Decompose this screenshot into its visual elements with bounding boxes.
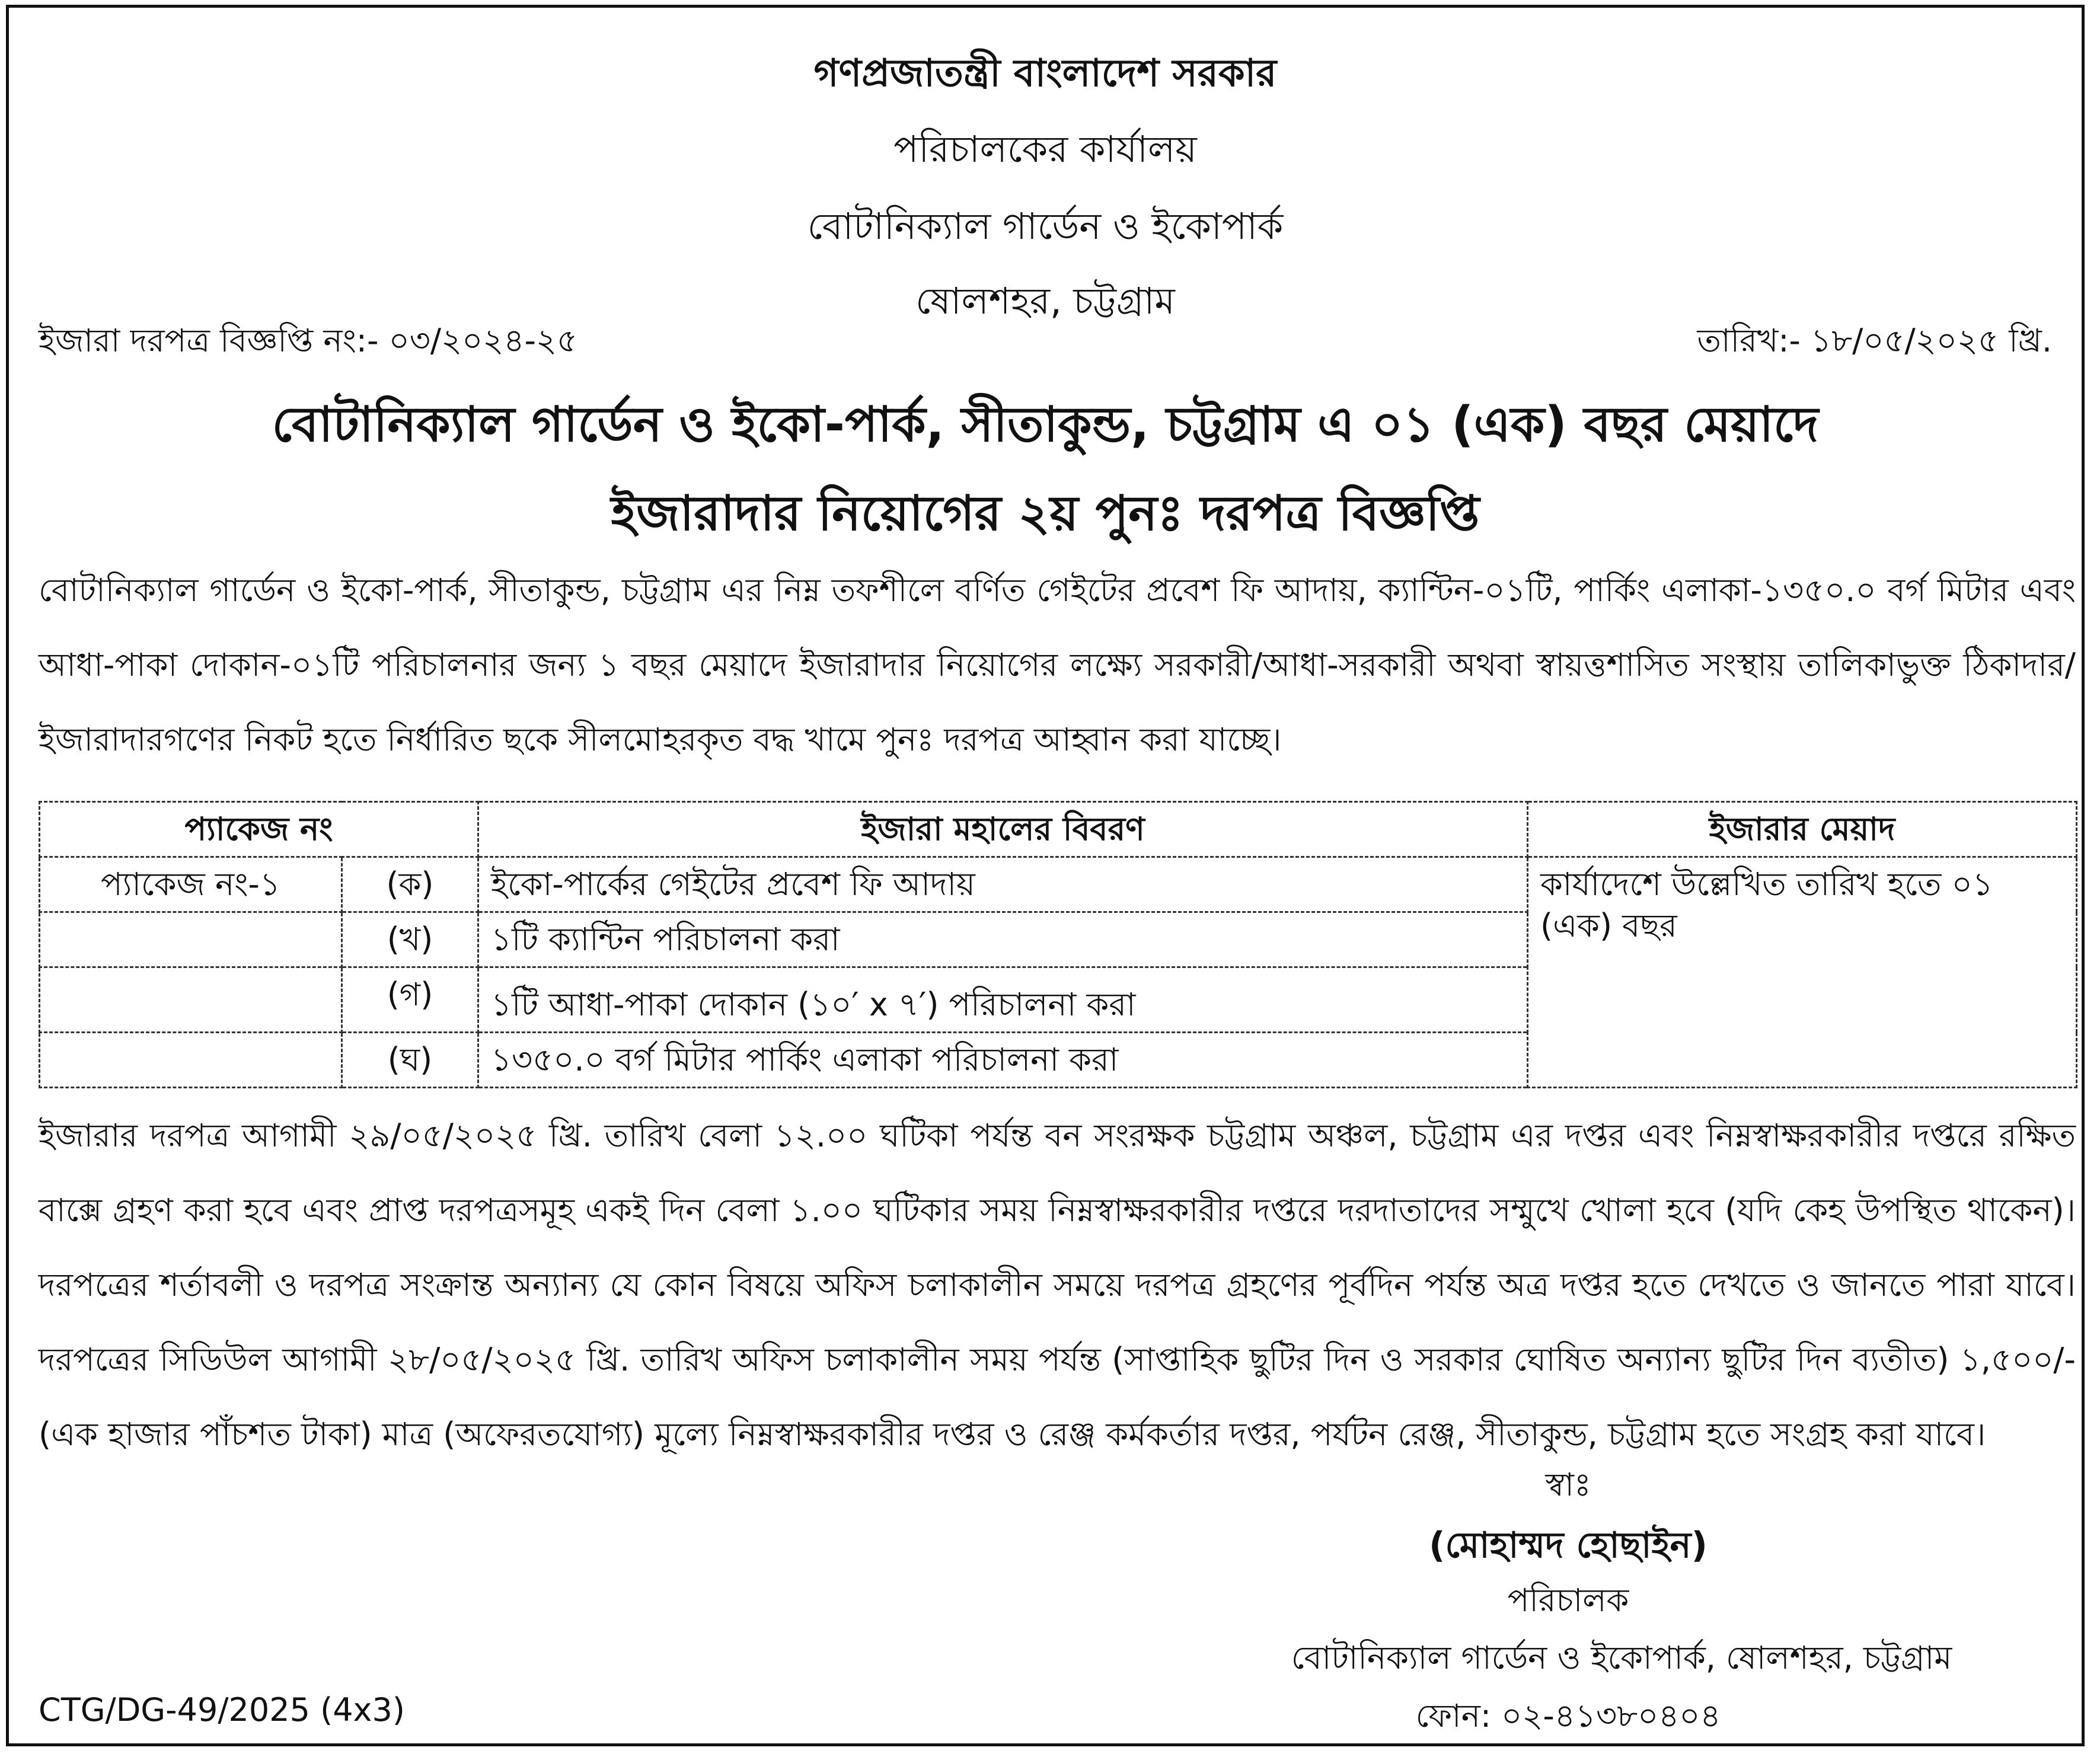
advertisement-code: CTG/DG-49/2025 (4x3) [39,1691,405,1729]
notice-title-line-2: ইজারাদার নিয়োগের ২য় পুনঃ দরপত্র বিজ্ঞপ্তি [611,485,1480,542]
government-heading: গণপ্রজাতন্ত্রী বাংলাদেশ সরকার [813,52,1277,95]
notice-title-line-1: বোটানিক্যাল গার্ডেন ও ইকো-পার্ক, সীতাকুন্ড, চট্টগ্রাম এ ০১ (এক) বছর মেয়াদে [272,397,1819,453]
package-number-empty [40,1033,342,1088]
header-description: ইজারা মহালের বিবরণ [478,802,1528,857]
table-row [40,857,2077,912]
item-code: (ক) [342,857,478,912]
item-description: ইকো-পার্কের গেইটের প্রবেশ ফি আদায় [478,857,1528,912]
item-code: (ঘ) [342,1033,478,1088]
tender-notice [6,5,2085,1746]
memo-number: ইজারা দরপত্র বিজ্ঞপ্তি নং:- ০৩/২০২৪-২৫ [39,322,578,359]
lease-duration: কার্যাদেশে উল্লেখিত তারিখ হতে ০১ (এক) বছর [1528,857,2077,1088]
header-package: প্যাকেজ নং [40,802,478,857]
package-number: প্যাকেজ নং-১ [40,857,342,912]
package-number-empty [40,967,342,1033]
reference-row [39,316,2052,363]
office-heading: পরিচালকের কার্যালয় [893,127,1197,171]
item-code: (গ) [342,967,478,1033]
item-description: ১টি আধা-পাকা দোকান (১০′ x ৭′) পরিচালনা করা [478,967,1528,1033]
item-description: ১টি ক্যান্টিন পরিচালনা করা [478,912,1528,967]
details-paragraph: ইজারার দরপত্র আগামী ২৯/০৫/২০২৫ খ্রি. তারিখ বেলা ১২.০০ ঘটিকা পর্যন্ত বন সংরক্ষক চট্টগ্রাম অঞ্চল, চট্টগ্রাম এর দপ্তর এবং নিম্নস্বাক্ষরকারীর দপ্তরে রক্ষিত বাক্সে গ্রহণ করা হবে এবং প্রাপ্ত দরপত্রসমূহ একই দিন বেলা ১.০০ ঘটিকার সময় নিম্নস্বাক্ষরকারীর দপ্তরে দরদাতাদের সম্মুখে খোলা হবে (যদি কেহ উপস্থিত থাকেন)। দরপত্রের শর্তাবলী ও দরপত্র সংক্রান্ত অন্যান্য যে কোন বিষয়ে অফিস চলাকালীন সময়ে দরপত্র গ্রহণের পূর্বদিন পর্যন্ত অত্র দপ্তর হতে দেখতে ও জানতে পারা যাবে। দরপত্রের সিডিউল আগামী ২৮/০৫/২০২৫ খ্রি. তারিখ অফিস চলাকালীন সময় পর্যন্ত (সাপ্তাহিক ছুটির দিন ও সরকার ঘোষিত অন্যান্য ছুটির দিন ব্যতীত) ১,৫০০/- (এক হাজার পাঁচশত টাকা) মাত্র (অফেরতযোগ্য) মূল্যে নিম্নস্বাক্ষরকারীর দপ্তর ও রেঞ্জ কর্মকর্তার দপ্তর, পর্যটন রেঞ্জ, সীতাকুন্ড, চট্টগ্রাম হতে সংগ্রহ করা যাবে। [39,1117,2076,1453]
package-number-empty [40,912,342,967]
signatory-designation: পরিচালক [1507,1582,1629,1619]
signatory-name: (মোহাম্মদ হোছাইন) [1429,1525,1708,1566]
item-description: ১৩৫০.০ বর্গ মিটার পার্কিং এলাকা পরিচালনা করা [478,1033,1528,1088]
header-duration: ইজারার মেয়াদ [1528,802,2077,857]
notice-date: তারিখ:- ১৮/০৫/২০২৫ খ্রি. [1697,322,2052,359]
garden-heading: বোটানিক্যাল গার্ডেন ও ইকোপার্ক [807,205,1284,248]
signatory-office: বোটানিক্যাল গার্ডেন ও ইকোপার্ক, ষোলশহর, চট্টগ্রাম [1291,1639,1952,1676]
intro-paragraph: বোটানিক্যাল গার্ডেন ও ইকো-পার্ক, সীতাকুন্ড, চট্টগ্রাম এর নিম্ন তফশীলে বর্ণিত গেইটের প্রবেশ ফি আদায়, ক্যান্টিন-০১টি, পার্কিং এলাকা-১৩৫০.০ বর্গ মিটার এবং আধা-পাকা দোকান-০১টি পরিচালনার জন্য ১ বছর মেয়াদে ইজারাদার নিয়োগের লক্ষ্যে সরকারী/আধা-সরকারী অথবা স্বায়ত্তশাসিত সংস্থায় তালিকাভুক্ত ঠিকাদার/ইজারাদারগণের নিকট হতে নির্ধারিত ছকে সীলমোহরকৃত বদ্ধ খামে পুনঃ দরপত্র আহ্বান করা যাচ্ছে। [39,571,2076,758]
table-header-row [40,802,2077,857]
item-code: (খ) [342,912,478,967]
signatory-phone: ফোন: ০২-৪১৩৮০৪০৪ [1415,1697,1721,1734]
package-table [39,801,2077,1088]
location-heading: ষোলশহর, চট্টগ্রাম [915,279,1175,322]
signature-mark: স্বাঃ [1545,1466,1591,1503]
